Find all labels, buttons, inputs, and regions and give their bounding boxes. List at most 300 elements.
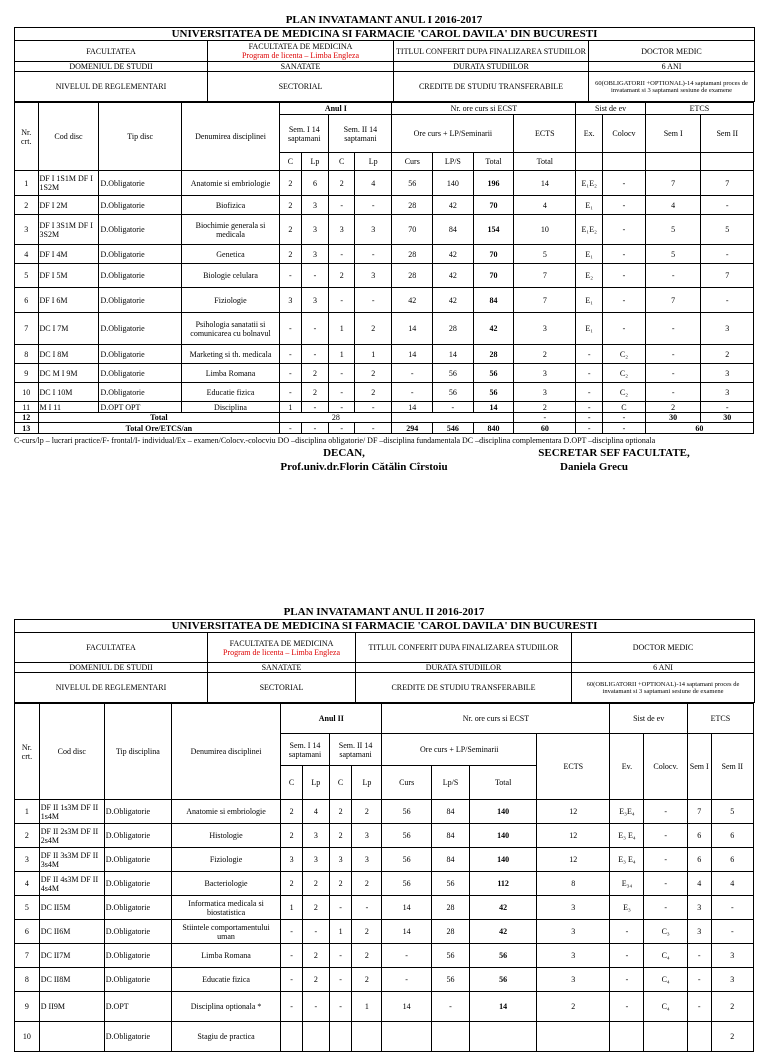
row-curs: 14	[382, 920, 432, 944]
row-semII: 3	[711, 944, 753, 968]
row-denumire: Fiziologie	[171, 848, 280, 872]
col-sist: Sist de ev	[576, 103, 646, 115]
row-semI: -	[645, 313, 701, 345]
col-semI: Sem I	[645, 115, 701, 153]
row-denumire: Histologie	[171, 824, 280, 848]
row-lps: 14	[433, 345, 474, 364]
row-denumire: Stagiu de practica	[171, 1022, 280, 1052]
header-table	[14, 619, 755, 703]
row-lp2: 2	[352, 872, 382, 896]
row-c: 1	[281, 896, 303, 920]
credite-value: 60(OBLIGATORII +OPTIONAL)-14 saptamani proces de invatamant si 3 saptamani sesiune de examene	[572, 673, 755, 703]
row-tip: D.Obligatorie	[99, 364, 181, 383]
grand-total-lps: 546	[433, 423, 474, 434]
col-ore: Ore curs + LP/Seminarii	[382, 734, 537, 766]
row-total: 140	[470, 800, 537, 824]
row-ex: E₁	[576, 196, 603, 215]
row-total: 140	[470, 848, 537, 872]
row-colocv: -	[603, 215, 646, 245]
row-nr: 2	[15, 824, 40, 848]
col-nr-ore: Nr. ore curs si ECST	[382, 704, 610, 734]
table-row	[15, 245, 754, 264]
row-cod: DC I 10M	[38, 383, 99, 402]
row-semII: -	[701, 288, 754, 313]
row-cod: DC II5M	[39, 896, 104, 920]
row-lp: 4	[302, 800, 329, 824]
col-c2: C	[329, 153, 355, 171]
table-row	[15, 364, 754, 383]
row-curs: 70	[392, 215, 433, 245]
row-semI: -	[645, 345, 701, 364]
domeniu-value: SANATATE	[208, 62, 394, 72]
row-semII: -	[711, 896, 753, 920]
row-ects	[537, 1022, 610, 1052]
row-lp: 3	[301, 196, 329, 215]
row-c2: 1	[329, 345, 355, 364]
row-total: 56	[470, 968, 537, 992]
row-ex: -	[610, 920, 644, 944]
row-c2: 2	[329, 872, 352, 896]
col-lp: Lp	[301, 153, 329, 171]
row-curs: 14	[392, 313, 433, 345]
row-ex: E₃ E₄	[610, 848, 644, 872]
row-tip: D.OPT	[104, 992, 171, 1022]
row-cod: D II9M	[39, 992, 104, 1022]
row-denumire: Bacteriologie	[171, 872, 280, 896]
col-semI: Sem I	[687, 734, 711, 800]
row-ects: 2	[537, 992, 610, 1022]
row-lp2: 2	[352, 920, 382, 944]
row-c: -	[281, 992, 303, 1022]
row-c2	[329, 1022, 352, 1052]
row-total: 70	[473, 245, 514, 264]
row-ects: 12	[537, 800, 610, 824]
signatures	[14, 446, 754, 480]
row-semI: 7	[645, 288, 701, 313]
row-lp: 2	[302, 872, 329, 896]
decan-name: Prof.univ.dr.Florin Cătălin Cîrstoiu	[280, 461, 448, 473]
row-c: -	[281, 920, 303, 944]
row-ects: 7	[514, 264, 576, 288]
row-lps: 56	[431, 944, 469, 968]
table-row	[15, 1022, 754, 1052]
col-anul: Anul I	[280, 103, 392, 115]
row-ex: E₁E₂	[576, 171, 603, 196]
row-ects: 3	[514, 313, 576, 345]
col-curs: Curs	[392, 153, 433, 171]
row-lp: -	[301, 402, 329, 413]
row-denumire: Psihologia sanatatii si comunicarea cu bolnavul	[181, 313, 279, 345]
row-c2: -	[329, 944, 352, 968]
col-lp2: Lp	[352, 766, 382, 800]
row-lp2: 2	[352, 968, 382, 992]
row-lps: 42	[433, 245, 474, 264]
col-sem2: Sem. II 14 saptamani	[329, 115, 392, 153]
row-semI: 2	[645, 402, 701, 413]
row-tip: D.Obligatorie	[104, 872, 171, 896]
row-tip: D.Obligatorie	[99, 313, 181, 345]
col-lps: LP/S	[433, 153, 474, 171]
row-c: 2	[280, 215, 301, 245]
row-semI: 4	[645, 196, 701, 215]
row-cod: DF II 3s3M DF II 3s4M	[39, 848, 104, 872]
row-lp2: 1	[355, 345, 392, 364]
col-ex: Ex.	[576, 115, 603, 153]
row-tip: D.Obligatorie	[104, 920, 171, 944]
row-ex: -	[576, 383, 603, 402]
row-denumire: Fiziologie	[181, 288, 279, 313]
decan-signature: DECAN,	[323, 447, 365, 459]
row-c: 2	[280, 171, 301, 196]
row-cod: DC I 7M	[38, 313, 99, 345]
domeniu-label: DOMENIUL DE STUDII	[15, 663, 208, 673]
table-row	[15, 968, 754, 992]
row-c2: 2	[329, 824, 352, 848]
row-lps: 42	[433, 288, 474, 313]
total-row-nr: 12	[15, 413, 39, 423]
col-ects-total: Total	[514, 153, 576, 171]
row-ects: 3	[537, 944, 610, 968]
row-colocv: -	[644, 824, 687, 848]
col-total: Total	[470, 766, 537, 800]
row-curs: 56	[382, 824, 432, 848]
table-row	[15, 800, 754, 824]
row-lps: 28	[431, 896, 469, 920]
table-row	[15, 383, 754, 402]
table-row	[15, 992, 754, 1022]
row-total: 70	[473, 264, 514, 288]
table-row	[15, 288, 754, 313]
col-sem2: Sem. II 14 saptamani	[329, 734, 382, 766]
row-cod: DF II 4s3M DF II 4s4M	[39, 872, 104, 896]
durata-value: 6 ANI	[589, 62, 755, 72]
col-curs: Curs	[382, 766, 432, 800]
row-nr: 10	[15, 1022, 40, 1052]
row-ex: E₁	[576, 245, 603, 264]
curriculum-table	[14, 102, 754, 434]
row-ex: E₃E₄	[610, 800, 644, 824]
row-tip: D.Obligatorie	[99, 245, 181, 264]
plan-anul-1	[14, 14, 754, 480]
row-ects: 8	[537, 872, 610, 896]
row-c2: -	[329, 245, 355, 264]
col-anul: Anul II	[281, 704, 382, 734]
row-ects: 2	[514, 402, 576, 413]
row-ex: E₃₄	[610, 872, 644, 896]
col-lp: Lp	[302, 766, 329, 800]
col-empty	[603, 153, 646, 171]
table-row	[15, 920, 754, 944]
row-nr: 5	[15, 896, 40, 920]
row-curs: 14	[392, 402, 433, 413]
table-row	[15, 196, 754, 215]
row-lp2: 2	[352, 944, 382, 968]
row-curs: 14	[382, 896, 432, 920]
grand-total-lp: -	[301, 423, 329, 434]
row-lp: -	[301, 264, 329, 288]
durata-label: DURATA STUDIILOR	[394, 62, 589, 72]
row-semI: 3	[687, 920, 711, 944]
row-ects: 5	[514, 245, 576, 264]
col-c: C	[280, 153, 301, 171]
row-semII: 7	[701, 264, 754, 288]
row-tip: D.Obligatorie	[104, 800, 171, 824]
row-tip: D.Obligatorie	[99, 383, 181, 402]
row-lps: 56	[431, 968, 469, 992]
row-lps: 84	[431, 800, 469, 824]
plan-title: PLAN INVATAMANT ANUL I 2016-2017	[285, 14, 483, 26]
row-tip: D.OPT OPT	[99, 402, 181, 413]
table-row	[15, 264, 754, 288]
row-c: -	[281, 968, 303, 992]
row-lp: -	[301, 345, 329, 364]
row-total: 154	[473, 215, 514, 245]
row-lps: 56	[431, 872, 469, 896]
row-semI: 3	[687, 896, 711, 920]
row-ects: 14	[514, 171, 576, 196]
row-lps: 56	[433, 383, 474, 402]
row-ects: 3	[537, 968, 610, 992]
row-colocv: C₄	[644, 968, 687, 992]
row-denumire: Biologie celulara	[181, 264, 279, 288]
row-curs: -	[392, 364, 433, 383]
row-denumire: Genetica	[181, 245, 279, 264]
row-lp2: 1	[352, 992, 382, 1022]
table-row	[15, 944, 754, 968]
row-cod: DC I 8M	[38, 345, 99, 364]
row-nr: 8	[15, 968, 40, 992]
row-ects: 2	[514, 345, 576, 364]
row-c2: -	[329, 196, 355, 215]
row-semI: 5	[645, 245, 701, 264]
row-lp: 3	[301, 245, 329, 264]
row-nr: 3	[15, 848, 40, 872]
row-tip: D.Obligatorie	[104, 824, 171, 848]
total-row-ects: -	[514, 413, 576, 423]
row-lps: 140	[433, 171, 474, 196]
row-c2: -	[329, 402, 355, 413]
col-semII: Sem II	[701, 115, 754, 153]
row-c: -	[280, 264, 301, 288]
row-lps: -	[433, 402, 474, 413]
row-semI: 5	[645, 215, 701, 245]
row-cod: DF I 3S1M DF I 3S2M	[38, 215, 99, 245]
row-semII: 2	[701, 345, 754, 364]
table-row	[15, 896, 754, 920]
row-tip: D.Obligatorie	[99, 215, 181, 245]
row-tip: D.Obligatorie	[99, 288, 181, 313]
col-colocv: Colocv	[603, 115, 646, 153]
row-c2: 1	[329, 313, 355, 345]
total-row-colocv: -	[603, 413, 646, 423]
row-ex: -	[576, 402, 603, 413]
plan-anul-2	[14, 606, 754, 1052]
row-nr: 8	[15, 345, 39, 364]
nivel-label: NIVELUL DE REGLEMENTARI	[15, 673, 208, 703]
row-ex: -	[610, 992, 644, 1022]
row-denumire: Biochimie generala si medicala	[181, 215, 279, 245]
row-lp: -	[302, 920, 329, 944]
row-curs: -	[382, 944, 432, 968]
row-colocv: C₄	[644, 944, 687, 968]
row-tip: D.Obligatorie	[104, 968, 171, 992]
grand-total-label: Total Ore/ETCS/an	[38, 423, 280, 434]
row-denumire: Disciplina optionala *	[171, 992, 280, 1022]
row-nr: 3	[15, 215, 39, 245]
row-lp2: 2	[355, 364, 392, 383]
row-c: -	[281, 944, 303, 968]
row-c: 2	[281, 872, 303, 896]
row-nr: 1	[15, 800, 40, 824]
row-cod: DC II6M	[39, 920, 104, 944]
row-lp2: 3	[352, 824, 382, 848]
row-c: 2	[281, 824, 303, 848]
row-nr: 9	[15, 992, 40, 1022]
col-cod: Cod disc	[38, 103, 99, 171]
header-table	[14, 27, 755, 102]
row-curs	[382, 1022, 432, 1052]
row-colocv: -	[603, 245, 646, 264]
row-denumire: Anatomie si embriologie	[181, 171, 279, 196]
row-denumire: Stiintele comportamentului uman	[171, 920, 280, 944]
row-nr: 11	[15, 402, 39, 413]
table-row	[15, 824, 754, 848]
row-ects: 3	[514, 364, 576, 383]
row-ex: -	[610, 944, 644, 968]
row-semII: 3	[711, 968, 753, 992]
row-cod: DF I 6M	[38, 288, 99, 313]
nivel-value: SECTORIAL	[208, 673, 356, 703]
table-row	[15, 345, 754, 364]
row-semII: 3	[701, 313, 754, 345]
row-c: -	[280, 364, 301, 383]
col-ex: Ev.	[610, 734, 644, 800]
row-lp	[302, 1022, 329, 1052]
row-ex: E₃ E₄	[610, 824, 644, 848]
row-curs: 56	[382, 800, 432, 824]
row-denumire: Educatie fizica	[181, 383, 279, 402]
table-row	[15, 872, 754, 896]
row-total: 28	[473, 345, 514, 364]
row-semII: -	[701, 196, 754, 215]
total-row-semI: 30	[645, 413, 701, 423]
grand-total-total: 840	[473, 423, 514, 434]
row-nr: 6	[15, 288, 39, 313]
row-lp: -	[302, 992, 329, 1022]
row-colocv: -	[603, 264, 646, 288]
row-semII: 6	[711, 824, 753, 848]
total-row-value: 28	[280, 413, 392, 423]
row-lp2: 2	[355, 313, 392, 345]
row-semII: 2	[711, 1022, 753, 1052]
row-ex: E₂	[576, 264, 603, 288]
col-tip: Tip disciplina	[104, 704, 171, 800]
row-ex: -	[576, 345, 603, 364]
grand-total-etcs: 60	[645, 423, 753, 434]
row-colocv: -	[603, 171, 646, 196]
row-lp2: -	[355, 245, 392, 264]
row-tip: D.Obligatorie	[104, 896, 171, 920]
row-cod	[39, 1022, 104, 1052]
durata-label: DURATA STUDIILOR	[356, 663, 572, 673]
row-curs: 14	[392, 345, 433, 364]
row-lp: 3	[301, 288, 329, 313]
row-c2: 3	[329, 215, 355, 245]
facultatea-label: FACULTATEA	[15, 41, 208, 62]
row-tip: D.Obligatorie	[99, 264, 181, 288]
row-ects: 3	[514, 383, 576, 402]
row-total: 56	[470, 944, 537, 968]
titlu-label: TITLUL CONFERIT DUPA FINALIZAREA STUDIILOR	[394, 41, 589, 62]
row-lp: -	[301, 313, 329, 345]
row-c2: -	[329, 288, 355, 313]
col-colocv: Colocv.	[644, 734, 687, 800]
row-curs: -	[392, 383, 433, 402]
row-denumire: Informatica medicala si biostatistica	[171, 896, 280, 920]
table-row	[15, 171, 754, 196]
row-cod: M I 11	[38, 402, 99, 413]
row-total: 56	[473, 383, 514, 402]
row-lps: 28	[431, 920, 469, 944]
nivel-value: SECTORIAL	[208, 72, 394, 102]
titlu-value: DOCTOR MEDIC	[572, 633, 755, 663]
row-semII: 5	[711, 800, 753, 824]
row-c: -	[280, 345, 301, 364]
row-total: 140	[470, 824, 537, 848]
col-lp2: Lp	[355, 153, 392, 171]
row-nr: 4	[15, 872, 40, 896]
facultatea-value: FACULTATEA DE MEDICINA Program de licenta – Limba Engleza	[208, 633, 356, 663]
row-cod: DF I 1S1M DF I 1S2M	[38, 171, 99, 196]
row-semI: -	[687, 992, 711, 1022]
titlu-label: TITLUL CONFERIT DUPA FINALIZAREA STUDIILOR	[356, 633, 572, 663]
col-etcs: ETCS	[645, 103, 753, 115]
row-cod: DC II8M	[39, 968, 104, 992]
col-denumire: Denumirea disciplinei	[181, 103, 279, 171]
row-denumire: Disciplina	[181, 402, 279, 413]
total-row-semII: 30	[701, 413, 754, 423]
row-ects: 3	[537, 896, 610, 920]
row-tip: D.Obligatorie	[99, 171, 181, 196]
row-total: 42	[470, 896, 537, 920]
col-empty	[701, 153, 754, 171]
row-total: 42	[473, 313, 514, 345]
row-colocv: -	[603, 313, 646, 345]
row-c2: 3	[329, 848, 352, 872]
row-denumire: Limba Romana	[171, 944, 280, 968]
row-semII: 6	[711, 848, 753, 872]
row-cod: DF I 5M	[38, 264, 99, 288]
col-c2: C	[329, 766, 352, 800]
col-tip: Tip disc	[99, 103, 181, 171]
col-ore: Ore curs + LP/Seminarii	[392, 115, 514, 153]
row-semII: 2	[711, 992, 753, 1022]
row-c2: 1	[329, 920, 352, 944]
table-row	[15, 215, 754, 245]
domeniu-value: SANATATE	[208, 663, 356, 673]
row-lp2: -	[355, 288, 392, 313]
row-ects: 3	[537, 920, 610, 944]
row-nr: 6	[15, 920, 40, 944]
row-semI: 7	[645, 171, 701, 196]
row-cod: DC M I 9M	[38, 364, 99, 383]
row-semII: -	[711, 920, 753, 944]
row-semI: -	[645, 364, 701, 383]
row-c: -	[280, 383, 301, 402]
row-semII: 3	[701, 364, 754, 383]
secretar-title: SECRETAR SEF FACULTATE,	[538, 447, 690, 459]
row-colocv: -	[644, 896, 687, 920]
